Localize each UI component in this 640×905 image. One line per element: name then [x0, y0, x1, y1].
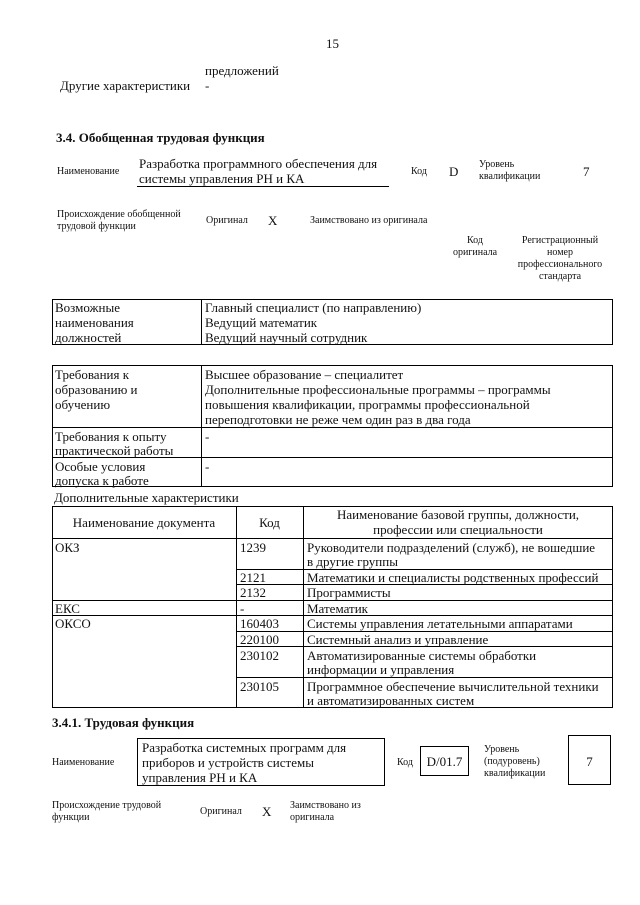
table-cell-doc: ЕКС: [55, 601, 80, 616]
tf-level-label-2: (подуровень): [484, 756, 540, 767]
tf-code-value: D/01.7: [426, 754, 463, 769]
table-cell-code: 2132: [240, 585, 266, 600]
req-edu-line: повышения квалификации, программы профессиональной: [205, 397, 530, 412]
gtf-col-reg-3: профессионального: [517, 259, 603, 270]
gtf-level-value: 7: [583, 164, 590, 179]
gtf-col-reg-1: Регистрационный: [521, 235, 599, 246]
positions-label-2: наименования: [55, 315, 134, 330]
gtf-level-label-2: квалификации: [479, 171, 541, 182]
table-cell-code: 220100: [240, 632, 279, 647]
requirements-divider: [201, 365, 202, 487]
gtf-code-value: D: [449, 164, 459, 179]
tf-name-value-line2: приборов и устройств системы: [142, 755, 314, 770]
tf-borrowed-label-2: оригинала: [290, 812, 335, 823]
positions-label-1: Возможные: [55, 300, 120, 315]
table-cell-code: -: [240, 601, 245, 616]
position-item: Ведущий научный сотрудник: [205, 330, 368, 345]
section-heading-tf: 3.4.1. Трудовая функция: [52, 715, 195, 730]
gtf-code-label: Код: [411, 166, 427, 177]
gtf-name-value-line2: системы управления РН и КА: [139, 171, 305, 186]
additional-row-line: [236, 677, 613, 678]
req-edu-line: Высшее образование – специалитет: [205, 367, 404, 382]
table-cell-doc: ОКСО: [55, 616, 91, 631]
page-number: 15: [326, 36, 339, 51]
gtf-name-label: Наименование: [57, 166, 120, 177]
positions-divider: [201, 299, 202, 345]
req-cond-label-2: допуска к работе: [55, 473, 149, 488]
position-item: Главный специалист (по направлению): [205, 300, 422, 315]
gtf-origin-label-1: Происхождение обобщенной: [57, 209, 181, 220]
gtf-original-mark: X: [268, 213, 278, 228]
gtf-name-underline: [137, 186, 389, 187]
tf-name-label: Наименование: [52, 757, 115, 768]
table-cell-name: Программное обеспечение вычислительной техники: [307, 679, 599, 694]
req-exp-value: -: [205, 429, 210, 444]
gtf-name-value-line1: Разработка программного обеспечения для: [139, 156, 378, 171]
table-cell-name-2: в другие группы: [307, 554, 398, 569]
table-cell-code: 230102: [240, 648, 279, 663]
tf-code-label: Код: [397, 757, 413, 768]
col-header-code: Код: [259, 515, 280, 530]
table-cell-name: Автоматизированные системы обработки: [307, 648, 537, 663]
requirements-row-line: [52, 427, 613, 428]
req-edu-label-1: Требования к: [55, 367, 130, 382]
gtf-borrowed-label: Заимствовано из оригинала: [310, 215, 428, 226]
tf-level-value: 7: [586, 754, 593, 769]
table-cell-code: 230105: [240, 679, 279, 694]
tf-original-mark: X: [262, 804, 272, 819]
tf-original-label: Оригинал: [200, 806, 242, 817]
col-header-name-2: профессии или специальности: [373, 522, 543, 537]
tf-level-label-3: квалификации: [484, 768, 546, 779]
table-cell-name-2: информации и управления: [307, 662, 455, 677]
other-characteristics-value: -: [205, 78, 210, 93]
table-cell-code: 160403: [240, 616, 279, 631]
prev-text-line: предложений: [205, 63, 279, 78]
table-cell-doc: ОКЗ: [55, 540, 80, 555]
other-characteristics-label: Другие характеристики: [60, 78, 191, 93]
table-cell-name: Математик: [307, 601, 368, 616]
gtf-original-label: Оригинал: [206, 215, 248, 226]
gtf-col-reg-4: стандарта: [538, 271, 582, 282]
table-cell-name: Руководители подразделений (служб), не вошедшие: [307, 540, 596, 555]
table-cell-code: 1239: [240, 540, 266, 555]
req-edu-line: переподготовки не реже чем один раз в два года: [205, 412, 471, 427]
table-cell-name: Математики и специалисты родственных профессий: [307, 570, 599, 585]
table-cell-name-2: и автоматизированных систем: [307, 693, 475, 708]
tf-name-value-line1: Разработка системных программ для: [142, 740, 347, 755]
table-cell-name: Системы управления летательными аппаратами: [307, 616, 573, 631]
tf-name-value-line3: управления РН и КА: [142, 770, 258, 785]
gtf-col-code-1: Код: [467, 235, 483, 246]
positions-label-3: должностей: [55, 330, 122, 345]
tf-origin-label-2: функции: [52, 812, 90, 823]
tf-borrowed-label-1: Заимствовано из: [290, 800, 361, 811]
gtf-col-code-2: оригинала: [452, 247, 498, 258]
req-cond-value: -: [205, 459, 210, 474]
req-cond-label-1: Особые условия: [55, 459, 146, 474]
col-header-name-1: Наименование базовой группы, должности,: [336, 507, 580, 522]
tf-origin-label-1: Происхождение трудовой: [52, 800, 162, 811]
req-edu-line: Дополнительные профессиональные программы – программы: [205, 382, 551, 397]
col-header-doc: Наименование документа: [72, 515, 216, 530]
gtf-origin-label-2: трудовой функции: [57, 221, 136, 232]
section-heading-gtf: 3.4. Обобщенная трудовая функция: [56, 130, 265, 145]
req-edu-label-3: обучению: [55, 397, 111, 412]
position-item: Ведущий математик: [205, 315, 318, 330]
table-cell-code: 2121: [240, 570, 266, 585]
additional-header-line: [52, 538, 613, 539]
gtf-col-reg-2: номер: [547, 247, 573, 258]
table-cell-name: Программисты: [307, 585, 391, 600]
gtf-level-label-1: Уровень: [479, 159, 515, 170]
req-exp-label-1: Требования к опыту: [55, 429, 167, 444]
req-exp-label-2: практической работы: [55, 443, 174, 458]
table-cell-name: Системный анализ и управление: [307, 632, 489, 647]
tf-level-label-1: Уровень: [484, 744, 520, 755]
additional-title: Дополнительные характеристики: [54, 490, 239, 505]
req-edu-label-2: образованию и: [55, 382, 138, 397]
